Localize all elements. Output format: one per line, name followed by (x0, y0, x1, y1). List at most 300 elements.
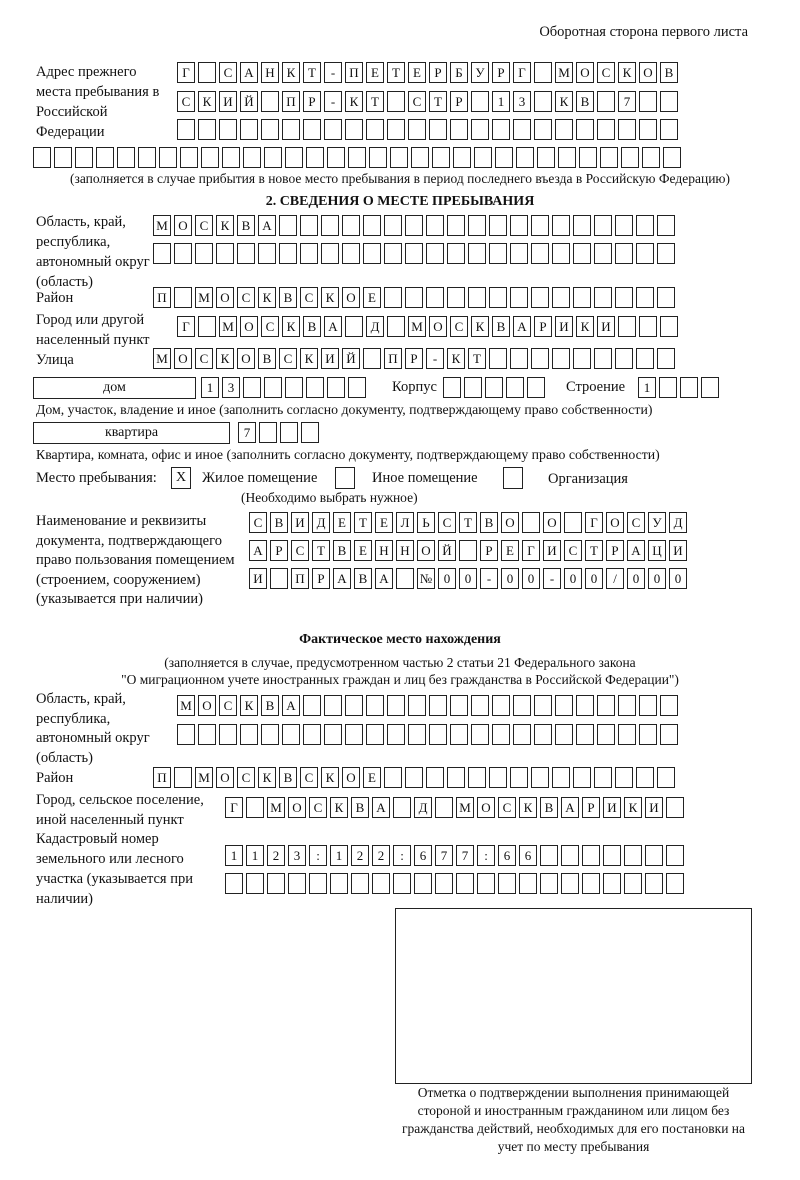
stay-option-other-checkbox[interactable] (335, 467, 355, 489)
char-cell[interactable] (327, 377, 345, 398)
char-cell[interactable] (582, 845, 600, 866)
char-cell[interactable] (351, 873, 369, 894)
char-cell[interactable]: О (639, 62, 657, 83)
char-cell[interactable] (510, 348, 528, 369)
char-cell[interactable] (573, 287, 591, 308)
char-cell[interactable]: А (333, 568, 351, 589)
char-cell[interactable] (534, 695, 552, 716)
char-cell[interactable]: О (501, 512, 519, 533)
char-cell[interactable] (280, 422, 298, 443)
char-cell[interactable] (489, 287, 507, 308)
char-cell[interactable]: П (282, 91, 300, 112)
char-cell[interactable] (552, 767, 570, 788)
char-cell[interactable] (540, 845, 558, 866)
char-cell[interactable]: - (426, 348, 444, 369)
char-cell[interactable]: С (309, 797, 327, 818)
char-cell[interactable]: У (648, 512, 666, 533)
char-cell[interactable]: 6 (414, 845, 432, 866)
char-cell[interactable]: Т (312, 540, 330, 561)
char-cell[interactable]: П (345, 62, 363, 83)
char-cell[interactable]: - (480, 568, 498, 589)
char-cell[interactable] (240, 724, 258, 745)
char-cell[interactable]: Е (408, 62, 426, 83)
char-cell[interactable] (621, 147, 639, 168)
char-cell[interactable] (594, 287, 612, 308)
char-cell[interactable] (492, 724, 510, 745)
char-cell[interactable] (657, 287, 675, 308)
char-cell[interactable] (453, 147, 471, 168)
char-cell[interactable]: О (342, 287, 360, 308)
char-cell[interactable] (426, 243, 444, 264)
char-cell[interactable] (618, 119, 636, 140)
char-cell[interactable] (279, 243, 297, 264)
char-cell[interactable] (510, 767, 528, 788)
char-cell[interactable] (657, 767, 675, 788)
char-cell[interactable] (660, 91, 678, 112)
char-cell[interactable] (387, 119, 405, 140)
char-cell[interactable]: И (543, 540, 561, 561)
char-cell[interactable]: К (321, 767, 339, 788)
char-cell[interactable]: П (384, 348, 402, 369)
char-cell[interactable]: О (240, 316, 258, 337)
char-cell[interactable]: Н (375, 540, 393, 561)
char-cell[interactable]: 0 (522, 568, 540, 589)
char-cell[interactable]: А (324, 316, 342, 337)
char-cell[interactable]: Т (366, 91, 384, 112)
char-cell[interactable] (447, 287, 465, 308)
char-cell[interactable]: О (477, 797, 495, 818)
char-cell[interactable] (561, 873, 579, 894)
char-cell[interactable]: И (669, 540, 687, 561)
char-cell[interactable]: С (300, 287, 318, 308)
char-cell[interactable]: В (270, 512, 288, 533)
char-cell[interactable]: К (300, 348, 318, 369)
char-cell[interactable] (270, 568, 288, 589)
char-cell[interactable] (594, 243, 612, 264)
char-cell[interactable] (411, 147, 429, 168)
char-cell[interactable]: И (645, 797, 663, 818)
char-cell[interactable]: С (627, 512, 645, 533)
stay-option-residential-checkbox[interactable]: X (171, 467, 191, 489)
char-cell[interactable] (489, 767, 507, 788)
char-cell[interactable] (327, 147, 345, 168)
char-cell[interactable]: К (624, 797, 642, 818)
char-cell[interactable]: 1 (492, 91, 510, 112)
char-cell[interactable]: Т (585, 540, 603, 561)
char-cell[interactable] (537, 147, 555, 168)
char-cell[interactable]: С (279, 348, 297, 369)
char-cell[interactable] (267, 873, 285, 894)
char-cell[interactable] (615, 287, 633, 308)
char-cell[interactable] (489, 348, 507, 369)
char-cell[interactable]: 2 (372, 845, 390, 866)
char-cell[interactable]: 7 (238, 422, 256, 443)
char-cell[interactable] (324, 119, 342, 140)
char-cell[interactable] (618, 695, 636, 716)
char-cell[interactable] (701, 377, 719, 398)
char-cell[interactable]: Р (312, 568, 330, 589)
char-cell[interactable]: А (375, 568, 393, 589)
char-cell[interactable] (597, 695, 615, 716)
char-cell[interactable] (573, 348, 591, 369)
char-cell[interactable] (615, 348, 633, 369)
char-cell[interactable]: 7 (618, 91, 636, 112)
char-cell[interactable] (552, 348, 570, 369)
char-cell[interactable]: П (153, 287, 171, 308)
char-cell[interactable] (522, 512, 540, 533)
char-cell[interactable]: М (195, 767, 213, 788)
char-cell[interactable] (573, 243, 591, 264)
char-cell[interactable]: Р (480, 540, 498, 561)
char-cell[interactable] (468, 243, 486, 264)
char-cell[interactable] (174, 287, 192, 308)
char-cell[interactable] (258, 243, 276, 264)
char-cell[interactable] (582, 873, 600, 894)
char-cell[interactable]: Р (450, 91, 468, 112)
char-cell[interactable] (330, 873, 348, 894)
char-cell[interactable] (540, 873, 558, 894)
char-cell[interactable] (642, 147, 660, 168)
char-cell[interactable] (516, 147, 534, 168)
char-cell[interactable] (96, 147, 114, 168)
char-cell[interactable] (534, 91, 552, 112)
house-type-field[interactable]: дом (33, 377, 196, 399)
char-cell[interactable] (366, 695, 384, 716)
char-cell[interactable] (639, 91, 657, 112)
char-cell[interactable] (492, 119, 510, 140)
char-cell[interactable] (594, 348, 612, 369)
char-cell[interactable] (285, 147, 303, 168)
char-cell[interactable]: 1 (225, 845, 243, 866)
char-cell[interactable]: О (174, 215, 192, 236)
char-cell[interactable]: Л (396, 512, 414, 533)
char-cell[interactable] (159, 147, 177, 168)
char-cell[interactable] (450, 724, 468, 745)
char-cell[interactable] (657, 243, 675, 264)
char-cell[interactable] (680, 377, 698, 398)
char-cell[interactable] (660, 119, 678, 140)
char-cell[interactable] (471, 695, 489, 716)
char-cell[interactable]: О (576, 62, 594, 83)
char-cell[interactable]: 6 (498, 845, 516, 866)
char-cell[interactable]: С (195, 348, 213, 369)
char-cell[interactable] (174, 767, 192, 788)
char-cell[interactable]: 2 (267, 845, 285, 866)
char-cell[interactable] (660, 724, 678, 745)
char-cell[interactable] (285, 377, 303, 398)
char-cell[interactable] (555, 724, 573, 745)
char-cell[interactable] (558, 147, 576, 168)
char-cell[interactable]: О (417, 540, 435, 561)
char-cell[interactable]: М (555, 62, 573, 83)
char-cell[interactable]: В (492, 316, 510, 337)
char-cell[interactable] (222, 147, 240, 168)
char-cell[interactable]: М (195, 287, 213, 308)
char-cell[interactable] (447, 215, 465, 236)
char-cell[interactable] (348, 377, 366, 398)
char-cell[interactable] (246, 797, 264, 818)
char-cell[interactable]: С (300, 767, 318, 788)
char-cell[interactable] (345, 724, 363, 745)
char-cell[interactable] (506, 377, 524, 398)
char-cell[interactable]: М (219, 316, 237, 337)
char-cell[interactable]: 1 (201, 377, 219, 398)
char-cell[interactable] (426, 767, 444, 788)
char-cell[interactable]: С (261, 316, 279, 337)
char-cell[interactable]: К (282, 62, 300, 83)
char-cell[interactable]: 1 (638, 377, 656, 398)
char-cell[interactable]: 3 (513, 91, 531, 112)
char-cell[interactable]: М (267, 797, 285, 818)
char-cell[interactable]: Р (303, 91, 321, 112)
char-cell[interactable] (345, 119, 363, 140)
char-cell[interactable] (117, 147, 135, 168)
char-cell[interactable]: Н (396, 540, 414, 561)
char-cell[interactable]: Д (366, 316, 384, 337)
char-cell[interactable] (198, 316, 216, 337)
char-cell[interactable]: О (216, 767, 234, 788)
char-cell[interactable] (615, 243, 633, 264)
char-cell[interactable]: В (261, 695, 279, 716)
char-cell[interactable] (600, 147, 618, 168)
char-cell[interactable]: А (240, 62, 258, 83)
char-cell[interactable]: К (240, 695, 258, 716)
char-cell[interactable] (177, 724, 195, 745)
char-cell[interactable]: Ь (417, 512, 435, 533)
char-cell[interactable] (288, 873, 306, 894)
char-cell[interactable] (489, 243, 507, 264)
char-cell[interactable] (216, 243, 234, 264)
char-cell[interactable] (459, 540, 477, 561)
char-cell[interactable] (225, 873, 243, 894)
char-cell[interactable] (369, 147, 387, 168)
char-cell[interactable] (513, 724, 531, 745)
char-cell[interactable] (450, 695, 468, 716)
char-cell[interactable] (261, 91, 279, 112)
char-cell[interactable]: В (351, 797, 369, 818)
char-cell[interactable] (510, 287, 528, 308)
char-cell[interactable] (243, 377, 261, 398)
char-cell[interactable]: Е (375, 512, 393, 533)
char-cell[interactable]: С (237, 767, 255, 788)
char-cell[interactable]: Й (240, 91, 258, 112)
char-cell[interactable] (393, 873, 411, 894)
char-cell[interactable]: И (249, 568, 267, 589)
char-cell[interactable] (306, 147, 324, 168)
char-cell[interactable] (198, 119, 216, 140)
char-cell[interactable] (138, 147, 156, 168)
char-cell[interactable] (636, 767, 654, 788)
char-cell[interactable]: 0 (438, 568, 456, 589)
char-cell[interactable] (531, 215, 549, 236)
char-cell[interactable]: Р (405, 348, 423, 369)
char-cell[interactable] (510, 243, 528, 264)
char-cell[interactable] (645, 845, 663, 866)
char-cell[interactable]: А (627, 540, 645, 561)
char-cell[interactable] (408, 119, 426, 140)
char-cell[interactable] (477, 873, 495, 894)
char-cell[interactable] (552, 287, 570, 308)
char-cell[interactable] (534, 724, 552, 745)
char-cell[interactable]: В (660, 62, 678, 83)
char-cell[interactable] (384, 215, 402, 236)
char-cell[interactable] (552, 243, 570, 264)
char-cell[interactable] (405, 767, 423, 788)
char-cell[interactable] (639, 695, 657, 716)
char-cell[interactable]: 2 (351, 845, 369, 866)
char-cell[interactable] (300, 243, 318, 264)
char-cell[interactable] (237, 243, 255, 264)
char-cell[interactable]: Е (354, 540, 372, 561)
char-cell[interactable]: 0 (669, 568, 687, 589)
char-cell[interactable] (387, 724, 405, 745)
char-cell[interactable]: Г (522, 540, 540, 561)
char-cell[interactable]: В (540, 797, 558, 818)
char-cell[interactable] (405, 215, 423, 236)
char-cell[interactable]: К (471, 316, 489, 337)
char-cell[interactable] (363, 243, 381, 264)
char-cell[interactable] (498, 873, 516, 894)
char-cell[interactable] (342, 243, 360, 264)
char-cell[interactable]: Т (387, 62, 405, 83)
char-cell[interactable]: 0 (585, 568, 603, 589)
char-cell[interactable] (531, 243, 549, 264)
char-cell[interactable] (366, 724, 384, 745)
char-cell[interactable]: Г (585, 512, 603, 533)
char-cell[interactable] (663, 147, 681, 168)
char-cell[interactable]: В (480, 512, 498, 533)
char-cell[interactable] (555, 119, 573, 140)
char-cell[interactable]: - (324, 62, 342, 83)
char-cell[interactable]: Т (468, 348, 486, 369)
char-cell[interactable] (33, 147, 51, 168)
char-cell[interactable] (510, 215, 528, 236)
char-cell[interactable] (384, 287, 402, 308)
char-cell[interactable] (576, 724, 594, 745)
char-cell[interactable] (636, 215, 654, 236)
char-cell[interactable]: А (249, 540, 267, 561)
char-cell[interactable]: М (177, 695, 195, 716)
char-cell[interactable] (555, 695, 573, 716)
char-cell[interactable]: Д (312, 512, 330, 533)
char-cell[interactable]: К (216, 348, 234, 369)
char-cell[interactable] (198, 62, 216, 83)
char-cell[interactable] (531, 767, 549, 788)
char-cell[interactable]: А (258, 215, 276, 236)
char-cell[interactable] (594, 767, 612, 788)
char-cell[interactable] (594, 215, 612, 236)
char-cell[interactable]: С (450, 316, 468, 337)
char-cell[interactable]: О (174, 348, 192, 369)
char-cell[interactable] (492, 695, 510, 716)
char-cell[interactable]: И (555, 316, 573, 337)
char-cell[interactable] (552, 215, 570, 236)
char-cell[interactable]: Й (438, 540, 456, 561)
char-cell[interactable] (597, 91, 615, 112)
char-cell[interactable]: 0 (648, 568, 666, 589)
char-cell[interactable] (426, 215, 444, 236)
char-cell[interactable]: Н (261, 62, 279, 83)
char-cell[interactable] (468, 215, 486, 236)
char-cell[interactable] (153, 243, 171, 264)
char-cell[interactable] (666, 873, 684, 894)
char-cell[interactable]: А (372, 797, 390, 818)
char-cell[interactable]: С (408, 91, 426, 112)
char-cell[interactable] (534, 119, 552, 140)
char-cell[interactable] (309, 873, 327, 894)
char-cell[interactable]: П (291, 568, 309, 589)
char-cell[interactable]: А (282, 695, 300, 716)
char-cell[interactable] (219, 119, 237, 140)
char-cell[interactable]: О (237, 348, 255, 369)
char-cell[interactable]: С (219, 695, 237, 716)
char-cell[interactable]: Т (354, 512, 372, 533)
char-cell[interactable]: 7 (435, 845, 453, 866)
char-cell[interactable] (408, 724, 426, 745)
char-cell[interactable] (366, 119, 384, 140)
char-cell[interactable]: И (597, 316, 615, 337)
char-cell[interactable]: О (198, 695, 216, 716)
char-cell[interactable]: Р (534, 316, 552, 337)
char-cell[interactable] (597, 119, 615, 140)
char-cell[interactable] (576, 695, 594, 716)
char-cell[interactable]: В (303, 316, 321, 337)
char-cell[interactable] (426, 287, 444, 308)
char-cell[interactable] (363, 348, 381, 369)
char-cell[interactable] (464, 377, 482, 398)
char-cell[interactable]: И (321, 348, 339, 369)
char-cell[interactable] (435, 873, 453, 894)
char-cell[interactable]: К (258, 767, 276, 788)
char-cell[interactable] (432, 147, 450, 168)
char-cell[interactable] (75, 147, 93, 168)
char-cell[interactable]: О (429, 316, 447, 337)
char-cell[interactable]: К (282, 316, 300, 337)
char-cell[interactable]: К (198, 91, 216, 112)
char-cell[interactable]: 0 (564, 568, 582, 589)
char-cell[interactable] (246, 873, 264, 894)
char-cell[interactable] (282, 119, 300, 140)
char-cell[interactable] (408, 695, 426, 716)
char-cell[interactable]: В (354, 568, 372, 589)
apartment-type-field[interactable]: квартира (33, 422, 230, 444)
char-cell[interactable] (603, 873, 621, 894)
char-cell[interactable] (471, 119, 489, 140)
char-cell[interactable]: Г (513, 62, 531, 83)
char-cell[interactable] (324, 724, 342, 745)
char-cell[interactable] (177, 119, 195, 140)
char-cell[interactable] (264, 147, 282, 168)
char-cell[interactable] (534, 62, 552, 83)
char-cell[interactable]: Б (450, 62, 468, 83)
char-cell[interactable]: С (249, 512, 267, 533)
char-cell[interactable]: Г (177, 316, 195, 337)
char-cell[interactable]: К (576, 316, 594, 337)
char-cell[interactable] (180, 147, 198, 168)
char-cell[interactable] (615, 767, 633, 788)
char-cell[interactable] (390, 147, 408, 168)
char-cell[interactable]: Й (342, 348, 360, 369)
char-cell[interactable] (579, 147, 597, 168)
char-cell[interactable] (282, 724, 300, 745)
char-cell[interactable]: В (333, 540, 351, 561)
char-cell[interactable] (443, 377, 461, 398)
char-cell[interactable]: 7 (456, 845, 474, 866)
char-cell[interactable] (300, 215, 318, 236)
char-cell[interactable]: М (153, 215, 171, 236)
char-cell[interactable]: Ц (648, 540, 666, 561)
char-cell[interactable] (666, 797, 684, 818)
